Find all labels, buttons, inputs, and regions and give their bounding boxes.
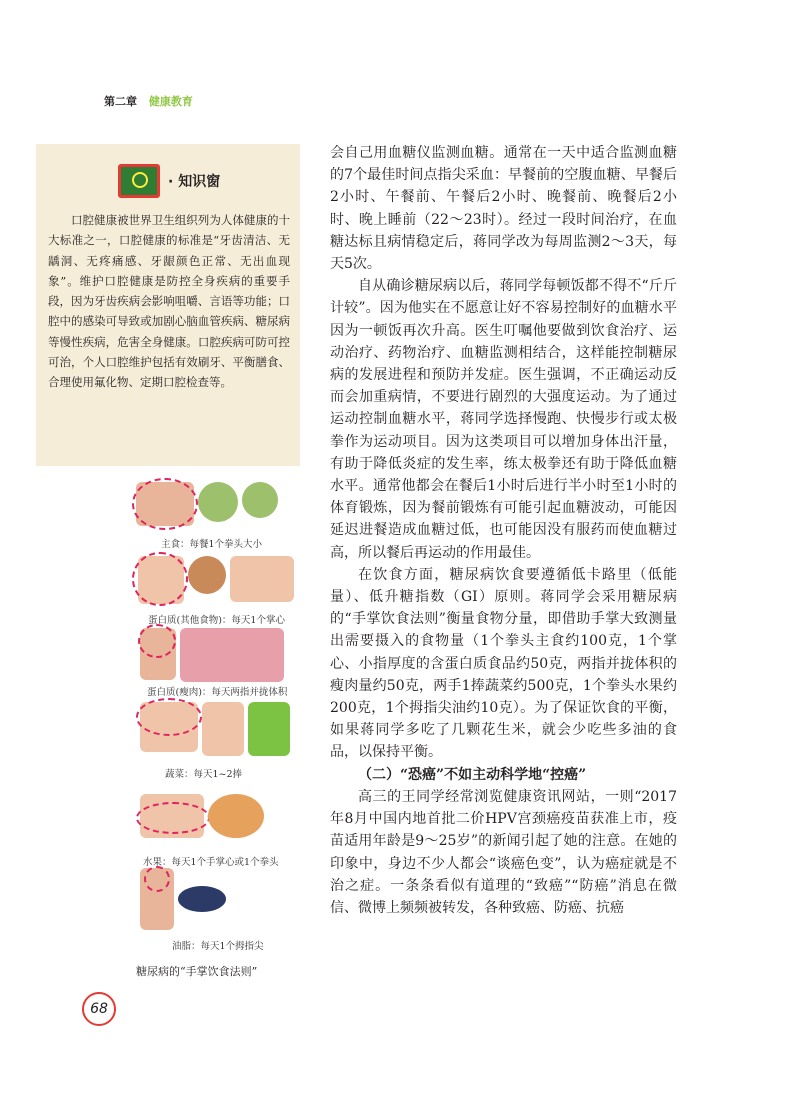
knowledge-window-paragraph: 口腔健康被世界卫生组织列为人体健康的十大标准之一，口腔健康的标准是“牙齿清洁、无龋洞、无疼痛感、牙龈颜色正常、无出血现象”。维护口腔健康是防控全身疾病的重要手段，因为牙齿疾病会影响咀嚼、言语等功能；口腔中的感染可导致或加剧心脑血管疾病、糖尿病等慢性疾病，危害全身健康。口腔疾病可防可控可治，个人口腔维护包括有效刷牙、平衡膳食、合理使用氟化物、定期口腔检查等。	[48, 213, 290, 390]
paragraph: 自从确诊糖尿病以后，蒋同学每顿饭都不得不“斤斤计较”。因为他实在不愿意让好不容易控制好的血糖水平因为一顿饭再次升高。医生叮嘱他要做到饮食治疗、运动治疗、药物治疗、血糖监测相结合，这样能控制糖尿病的发展进程和预防并发症。医生强调，不正确运动反而会加重病情，不要进行剧烈的大强度运动。为了通过运动控制血糖水平，蒋同学选择慢跑、快慢步行或太极拳作为运动项目。因为这类项目可以增加身体出汗量，有助于降低炎症的发生率，练太极拳还有助于降低血糖水平。通常他都会在餐后1小时后进行半小时至1小时的体育锻炼，因为餐前锻炼有可能引起血糖波动，可能因延迟进餐造成血糖过低，也可能因没有服药而使血糖过高，所以餐后再运动的作用最佳。	[330, 278, 677, 561]
fist-photo	[136, 482, 194, 526]
figure-caption: 蛋白质(瘦肉)：每天两指并拢体积	[147, 687, 288, 698]
figure-caption: 蔬菜：每天1~2捧	[165, 769, 243, 780]
highlight-circle	[132, 478, 198, 530]
highlight-circle	[138, 624, 176, 658]
chapter-label: 第二章	[104, 95, 137, 108]
section-label: 健康教育	[148, 95, 193, 108]
figure-title: 糖尿病的“手掌饮食法则”	[136, 965, 258, 978]
page-number: 68	[82, 992, 116, 1026]
figure-caption: 蛋白质(其他食物)：每天1个掌心	[148, 615, 285, 626]
hands-holding-vegetables-photo	[202, 702, 244, 756]
palm-fruit-photo	[140, 794, 204, 838]
two-fingers-photo	[140, 628, 176, 680]
lean-meat-photo	[180, 628, 284, 682]
paragraph: 会自己用血糖仪监测血糖。通常在一天中适合监测血糖的7个最佳时间点指尖采血：早餐前的空腹血糖、早餐后2小时、午餐前、午餐后2小时、晚餐前、晚餐后2小时、晚上睡前（22～23时）。经过一段时间治疗，在血糖达标且病情稳定后，蒋同学改为每周监测2～3天，每天5次。	[330, 145, 677, 273]
thumb-photo	[140, 868, 174, 930]
cupped-hands-photo	[140, 702, 198, 752]
oil-spoon-photo	[178, 886, 226, 912]
blackboard-icon	[118, 164, 160, 198]
paragraph: 高三的王同学经常浏览健康资讯网站，一则“2017年8月中国内地首批二价HPV宫颈癌疫苗获准上市，疫苗适用年龄是9～25岁”的新闻引起了她的注意。在她的印象中，身边不少人都会“谈癌色变”，认为癌症就是不治之症。一条条看似有道理的“致癌”“防癌”消息在微信、微博上频频被转发，各种致癌、防癌、抗癌	[330, 788, 677, 916]
highlight-circle	[132, 552, 188, 606]
knowledge-window-title: · 知识窗	[168, 174, 221, 190]
highlight-circle	[136, 698, 202, 736]
knowledge-window-text	[48, 210, 290, 393]
figure-caption: 油脂：每天1个拇指尖	[172, 941, 264, 952]
palm-photo	[138, 556, 184, 604]
highlight-circle	[144, 866, 170, 892]
section-subheading: （二）“恐癌”不如主动科学地“控癌”	[358, 766, 587, 783]
rice-bowl-photo	[242, 482, 278, 518]
figure-caption: 水果：每天1个手掌心或1个拳头	[143, 857, 279, 868]
knowledge-window-heading	[118, 164, 220, 198]
knowledge-window-box	[36, 144, 300, 466]
main-text	[330, 142, 677, 919]
highlight-circle	[136, 802, 210, 834]
staple-food-photo	[198, 482, 238, 522]
figure-caption: 主食：每餐1个拳头大小	[161, 539, 263, 550]
paragraph: 在饮食方面，糖尿病饮食要遵循低卡路里（低能量）、低升糖指数（GI）原则。蒋同学会采用糖尿病的“手掌饮食法则”衡量食物分量，即借助手掌大致测量出需要摄入的食物量（1个拳头主食约100克，1个掌心、小指厚度的含蛋白质食品约50克，两指并拢体积的瘦肉量约50克，两手1捧蔬菜约500克，1个拳头水果约200克，1个拇指尖油约10克）。为了保证饮食的平衡，如果蒋同学多吃了几颗花生米，就会少吃些多油的食品，以保持平衡。	[330, 566, 677, 761]
vegetables-photo	[248, 702, 290, 756]
fruit-photo	[208, 794, 264, 838]
protein-food-photo	[188, 556, 226, 594]
running-header	[104, 93, 193, 109]
palm-with-meat-photo	[230, 556, 294, 602]
